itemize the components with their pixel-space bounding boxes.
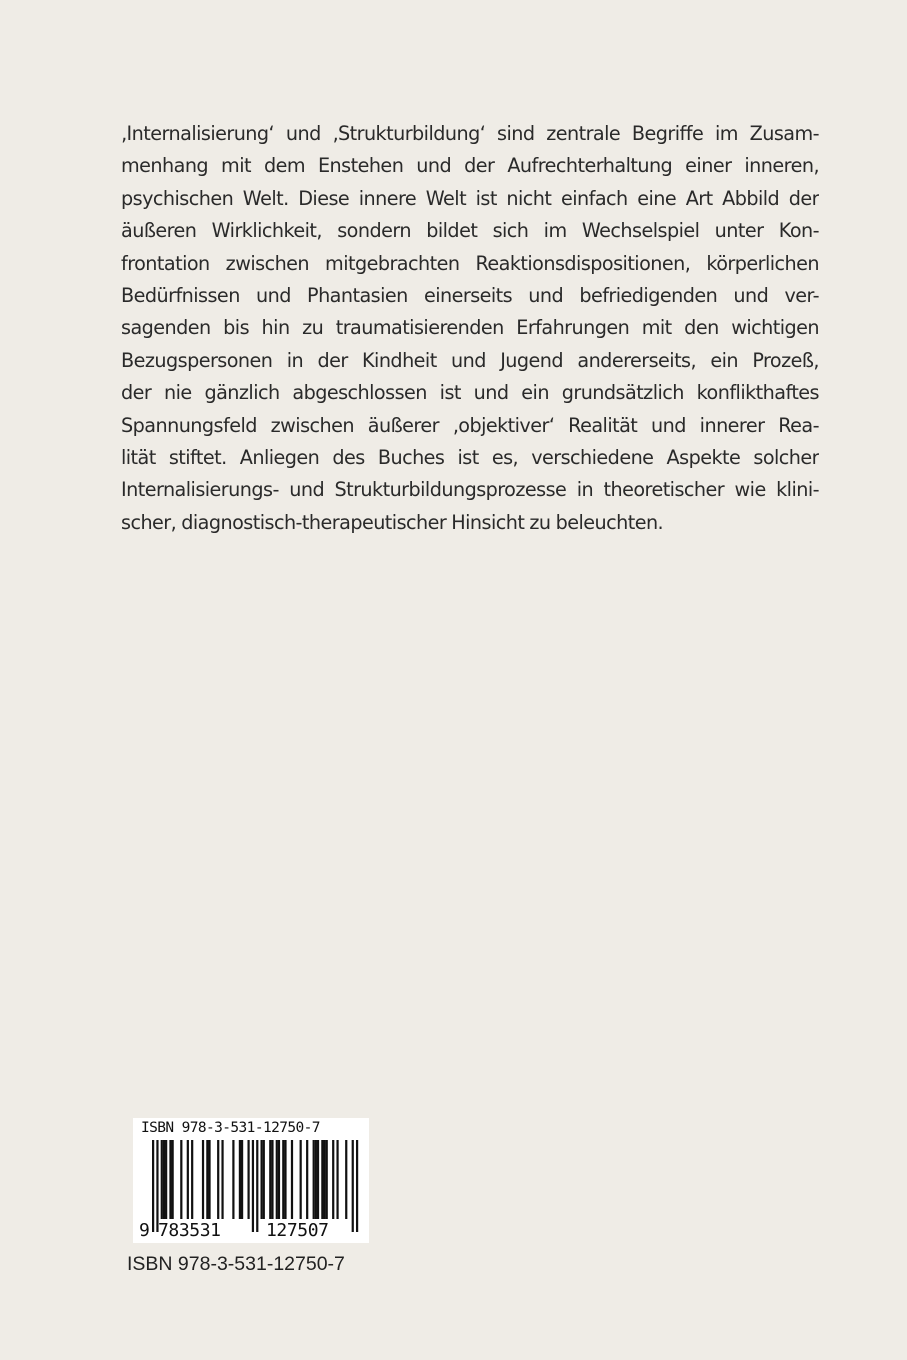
barcode-bar — [291, 1140, 293, 1219]
barcode-bar — [284, 1140, 286, 1219]
barcode-bar — [241, 1140, 243, 1219]
blurb-line: Bedürfnissen und Phantasien einerseits und befriedigenden und ver- — [121, 283, 819, 307]
barcode-bar — [271, 1140, 273, 1219]
barcode-bar — [172, 1140, 174, 1219]
barcode-bar — [317, 1140, 319, 1219]
barcode-bar — [247, 1140, 249, 1219]
barcode-bar — [326, 1140, 328, 1219]
barcode-bar — [165, 1140, 167, 1219]
barcode-bar — [336, 1140, 338, 1219]
barcode-bar — [278, 1140, 280, 1219]
isbn-label: ISBN 978-3-531-12750-7 — [127, 1253, 345, 1275]
blurb-line: der nie gänzlich abgeschlossen ist und ein grundsätzlich konflikthaftes — [121, 381, 819, 405]
barcode-bar — [217, 1140, 219, 1219]
barcode-bar — [206, 1140, 208, 1219]
barcode-first-digit: 9 — [139, 1220, 150, 1241]
barcode-bar — [315, 1140, 317, 1219]
barcode — [133, 1118, 369, 1243]
barcode-bar — [345, 1140, 347, 1219]
barcode-bar — [306, 1140, 308, 1219]
barcode-bar — [239, 1140, 241, 1219]
barcode-bar — [156, 1140, 158, 1232]
barcode-bar — [332, 1140, 334, 1219]
barcode-bar — [313, 1140, 315, 1219]
barcode-bar — [300, 1140, 302, 1219]
blurb-line: frontation zwischen mitgebrachten Reaktionsdispositionen, körperlichen — [121, 251, 819, 275]
blurb-line: sagenden bis hin zu traumatisierenden Erfahrungen mit den wichtigen — [121, 316, 819, 340]
barcode-bar — [352, 1140, 354, 1232]
barcode-bar — [169, 1140, 171, 1219]
barcode-bar — [152, 1140, 154, 1232]
barcode-bar — [276, 1140, 278, 1219]
barcode-bar — [221, 1140, 223, 1219]
blurb-line: lität stiftet. Anliegen des Buches ist es, verschiedene Aspekte solcher — [121, 445, 819, 469]
barcode-bar — [202, 1140, 204, 1219]
barcode-right-digits: 127507 — [266, 1220, 329, 1241]
blurb-line: menhang mit dem Enstehen und der Aufrechterhaltung einer inneren, — [121, 154, 819, 178]
barcode-bar — [356, 1140, 358, 1232]
barcode-bar — [282, 1140, 284, 1219]
blurb-line: psychischen Welt. Diese innere Welt ist nicht einfach eine Art Abbild der — [121, 186, 819, 210]
blurb-text — [121, 118, 819, 539]
barcode-bar — [187, 1140, 189, 1219]
blurb-line: äußeren Wirklichkeit, sondern bildet sich im Wechselspiel unter Kon- — [121, 219, 819, 243]
barcode-bar — [321, 1140, 323, 1219]
barcode-bar — [252, 1140, 254, 1232]
barcode-bar — [261, 1140, 263, 1219]
barcode-bar — [232, 1140, 234, 1219]
barcode-bar — [163, 1140, 165, 1219]
barcode-bar — [161, 1140, 163, 1219]
blurb-line: Bezugspersonen in der Kindheit und Jugend andererseits, ein Prozeß, — [121, 348, 819, 372]
blurb-line: Spannungsfeld zwischen äußerer ‚objektiver‘ Realität und innerer Rea- — [121, 413, 819, 437]
blurb-line: scher, diagnostisch-therapeutischer Hinsicht zu beleuchten. — [121, 510, 664, 534]
barcode-bar — [208, 1140, 210, 1219]
barcode-left-digits: 783531 — [158, 1220, 221, 1241]
blurb-line: ‚Internalisierung‘ und ‚Strukturbildung‘ sind zentrale Begriffe im Zusam- — [121, 122, 819, 145]
barcode-bar — [269, 1140, 271, 1219]
barcode-header: ISBN 978-3-531-12750-7 — [141, 1120, 320, 1136]
barcode-bar — [323, 1140, 325, 1219]
barcode-bar — [180, 1140, 182, 1219]
barcode-bar — [263, 1140, 265, 1219]
barcode-bar — [191, 1140, 193, 1219]
barcode-bar — [256, 1140, 258, 1232]
blurb-line: Internalisierungs- und Strukturbildungsprozesse in theoretischer wie klini- — [121, 478, 819, 502]
